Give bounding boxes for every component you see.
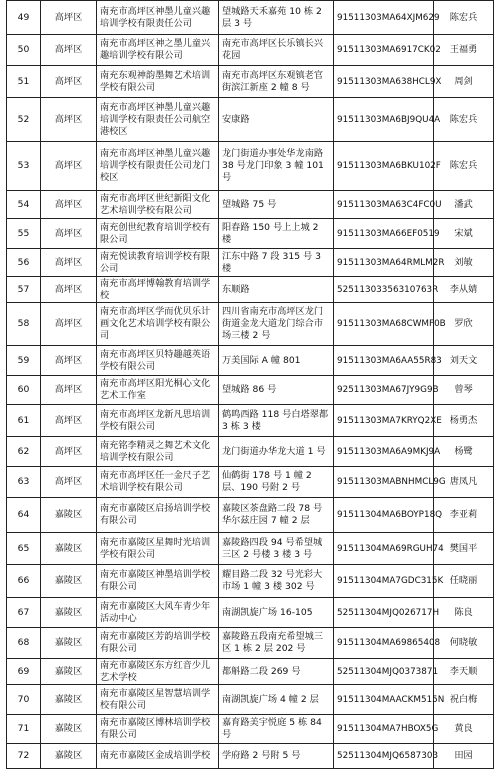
district-cell: 高坪区	[41, 277, 97, 303]
address-cell: 都斛路二段 269 号	[219, 659, 334, 685]
table-row	[7, 628, 494, 659]
legal-person-cell: 曾琴	[434, 376, 494, 405]
school-name-cell: 南充铭李精灵之舞艺术文化培训学校有限公司	[97, 437, 219, 467]
address-cell: 南充市高坪区长乐镇长兴花园	[219, 35, 334, 66]
table-row	[7, 715, 494, 744]
credit-code-cell: 91511304MAACKM515N	[334, 685, 434, 715]
school-registry-table	[6, 0, 494, 769]
school-name-cell: 南充市高坪博翰教育培训学校	[97, 277, 219, 303]
row-number-cell: 68	[7, 628, 41, 659]
address-cell: 万美国际 A 幢 801	[219, 346, 334, 376]
credit-code-cell: 91511303MA6BJ9QU4A	[334, 98, 434, 142]
table-row	[7, 467, 494, 498]
district-cell: 高坪区	[41, 1, 97, 35]
row-number-cell: 63	[7, 467, 41, 498]
table-body	[7, 1, 494, 769]
credit-code-cell: 91511304MA6BOYP18Q	[334, 498, 434, 533]
legal-person-cell: 刘天文	[434, 346, 494, 376]
district-cell: 嘉陵区	[41, 533, 97, 565]
district-cell: 高坪区	[41, 66, 97, 98]
district-cell: 嘉陵区	[41, 685, 97, 715]
address-cell: 嘉陵区茶盘路二段 78 号华尔兹庄园 7 幢 2 层	[219, 498, 334, 533]
credit-code-cell: 91511303MA63C4FC0U	[334, 191, 434, 219]
credit-code-cell: 91511303MA66EF0519	[334, 219, 434, 249]
table-row	[7, 498, 494, 533]
credit-code-cell: 52511304MJQ6587303	[334, 744, 434, 769]
district-cell: 高坪区	[41, 191, 97, 219]
legal-person-cell: 任晓丽	[434, 565, 494, 598]
school-name-cell: 南充东观神韵墨舞艺术培训学校有限公司	[97, 66, 219, 98]
address-cell: 望城路 86 号	[219, 376, 334, 405]
legal-person-cell: 唐凤凡	[434, 467, 494, 498]
address-cell: 四川省南充市高坪区龙门街道金龙大道龙门综合市场三楼 2 号	[219, 303, 334, 346]
row-number-cell: 70	[7, 685, 41, 715]
table-row	[7, 303, 494, 346]
legal-person-cell: 周剑	[434, 66, 494, 98]
legal-person-cell: 杨勇杰	[434, 405, 494, 437]
table-row	[7, 191, 494, 219]
table-row	[7, 277, 494, 303]
school-name-cell: 南充市高坪区神墨儿童兴趣培训学校有限责任公司航空港校区	[97, 98, 219, 142]
school-name-cell: 南充市高坪区神墨儿童兴趣培训学校有限责任公司龙门校区	[97, 142, 219, 191]
district-cell: 高坪区	[41, 467, 97, 498]
district-cell: 嘉陵区	[41, 598, 97, 628]
district-cell: 高坪区	[41, 35, 97, 66]
legal-person-cell: 陈宏兵	[434, 142, 494, 191]
legal-person-cell: 罗欣	[434, 303, 494, 346]
district-cell: 高坪区	[41, 98, 97, 142]
legal-person-cell: 黄良	[434, 715, 494, 744]
district-cell: 嘉陵区	[41, 565, 97, 598]
legal-person-cell: 何晓敏	[434, 628, 494, 659]
credit-code-cell: 91511303MA64RMLM2R	[334, 249, 434, 277]
row-number-cell: 55	[7, 219, 41, 249]
row-number-cell: 71	[7, 715, 41, 744]
row-number-cell: 53	[7, 142, 41, 191]
table-row	[7, 744, 494, 769]
legal-person-cell: 李亚莉	[434, 498, 494, 533]
credit-code-cell: 91511303MA638HCL9X	[334, 66, 434, 98]
credit-code-cell: 52511304MJQ026717H	[334, 598, 434, 628]
table-row	[7, 66, 494, 98]
address-cell: 南充市高坪区东观镇老官街滨江新座 2 幢 8 号	[219, 66, 334, 98]
address-cell: 望城路 75 号	[219, 191, 334, 219]
credit-code-cell: 52511304MJQ0373871	[334, 659, 434, 685]
row-number-cell: 57	[7, 277, 41, 303]
legal-person-cell: 陈宏兵	[434, 1, 494, 35]
credit-code-cell: 91511304MA69865408	[334, 628, 434, 659]
legal-person-cell: 祝白梅	[434, 685, 494, 715]
legal-person-cell: 樊国平	[434, 533, 494, 565]
address-cell: 南湖凯旋广场 16-105	[219, 598, 334, 628]
row-number-cell: 67	[7, 598, 41, 628]
legal-person-cell: 潘武	[434, 191, 494, 219]
address-cell: 鹤鸣西路 118 号白塔翠都 3 栋 3 楼	[219, 405, 334, 437]
school-name-cell: 南充市嘉陵区星舞时光培训学校有限公司	[97, 533, 219, 565]
district-cell: 高坪区	[41, 405, 97, 437]
school-name-cell: 南充市高坪区学而优贝乐计画文化艺术培训学校有限公司	[97, 303, 219, 346]
address-cell: 阳春路 150 号上上城 2 楼	[219, 219, 334, 249]
row-number-cell: 51	[7, 66, 41, 98]
legal-person-cell: 王福勇	[434, 35, 494, 66]
credit-code-cell: 91511304MA69RGUH74	[334, 533, 434, 565]
table-row	[7, 219, 494, 249]
school-name-cell: 南充市嘉陵区东方红音少儿艺术学校	[97, 659, 219, 685]
credit-code-cell: 91511303MA6BKU102F	[334, 142, 434, 191]
table-row	[7, 598, 494, 628]
credit-code-cell: 91511303MA6A9MKJ9A	[334, 437, 434, 467]
district-cell: 嘉陵区	[41, 628, 97, 659]
legal-person-cell: 李天顺	[434, 659, 494, 685]
school-name-cell: 南充市高坪区神之墨儿童兴趣培训学校有限公司	[97, 35, 219, 66]
row-number-cell: 52	[7, 98, 41, 142]
address-cell: 南湖凯旋广场 4 幢 2 层	[219, 685, 334, 715]
table-row	[7, 533, 494, 565]
school-name-cell: 南充市嘉陵区芳韵培训学校有限公司	[97, 628, 219, 659]
legal-person-cell: 刘敏	[434, 249, 494, 277]
address-cell: 嘉陵路四段 94 号希望城三区 2 号楼 3 楼 3 号	[219, 533, 334, 565]
table-row	[7, 565, 494, 598]
district-cell: 高坪区	[41, 303, 97, 346]
row-number-cell: 49	[7, 1, 41, 35]
table-row	[7, 437, 494, 467]
district-cell: 高坪区	[41, 437, 97, 467]
credit-code-cell: 91511303MA6917CK02	[334, 35, 434, 66]
address-cell: 嘉育路美宇悦庭 5 栋 84 号	[219, 715, 334, 744]
table-row	[7, 35, 494, 66]
table-row	[7, 685, 494, 715]
district-cell: 嘉陵区	[41, 744, 97, 769]
row-number-cell: 60	[7, 376, 41, 405]
address-cell: 嘉陵路五段南充希望城三区 1 栋 2 层 202 号	[219, 628, 334, 659]
table-row	[7, 346, 494, 376]
district-cell: 嘉陵区	[41, 715, 97, 744]
table-row	[7, 98, 494, 142]
credit-code-cell: 92511303MA67JY9G9B	[334, 376, 434, 405]
address-cell: 学府路 2 号附 5 号	[219, 744, 334, 769]
district-cell: 高坪区	[41, 142, 97, 191]
credit-code-cell: 91511303MA6AA55R83	[334, 346, 434, 376]
school-name-cell: 南充市嘉陵区星智慧培训学校有限公司	[97, 685, 219, 715]
school-name-cell: 南充市嘉陵区大风车青少年活动中心	[97, 598, 219, 628]
table-row	[7, 1, 494, 35]
table-row	[7, 405, 494, 437]
address-cell: 仙鹤街 178 号 1 幢 2 层、190 号附 2 号	[219, 467, 334, 498]
table-row	[7, 142, 494, 191]
school-name-cell: 南充市高坪区阳光桐心文化艺术工作室	[97, 376, 219, 405]
address-cell: 江东中路 7 段 315 号 3 楼	[219, 249, 334, 277]
school-name-cell: 南充市嘉陵区神墨培训学校有限公司	[97, 565, 219, 598]
row-number-cell: 62	[7, 437, 41, 467]
district-cell: 高坪区	[41, 219, 97, 249]
credit-code-cell: 91511304MA7HBOX5G	[334, 715, 434, 744]
district-cell: 嘉陵区	[41, 659, 97, 685]
school-name-cell: 南充市高坪区贝特趣越英语学校有限公司	[97, 346, 219, 376]
credit-code-cell: 91511304MA7GDC315K	[334, 565, 434, 598]
table-row	[7, 376, 494, 405]
credit-code-cell: 91511303MA64XJM629	[334, 1, 434, 35]
row-number-cell: 58	[7, 303, 41, 346]
district-cell: 高坪区	[41, 249, 97, 277]
row-number-cell: 50	[7, 35, 41, 66]
row-number-cell: 64	[7, 498, 41, 533]
legal-person-cell: 陈宏兵	[434, 98, 494, 142]
address-cell: 龙门街道办事处华龙南路 38 号龙门印象 3 幢 101 号	[219, 142, 334, 191]
school-name-cell: 南充创世纪教育培训学校有限公司	[97, 219, 219, 249]
legal-person-cell: 陈良	[434, 598, 494, 628]
school-name-cell: 南充市高坪区世纪新阳文化艺术培训学校有限公司	[97, 191, 219, 219]
school-name-cell: 南充市嘉陵区博林培训学校有限公司	[97, 715, 219, 744]
address-cell: 龙门街道办华龙大道 1 号	[219, 437, 334, 467]
row-number-cell: 56	[7, 249, 41, 277]
school-name-cell: 南充市嘉陵区启扬培训学校有限公司	[97, 498, 219, 533]
row-number-cell: 72	[7, 744, 41, 769]
school-name-cell: 南充市高坪区龙新凡思培训学校有限公司	[97, 405, 219, 437]
credit-code-cell: 91511303MA68CWMF0B	[334, 303, 434, 346]
legal-person-cell: 田园	[434, 744, 494, 769]
district-cell: 高坪区	[41, 346, 97, 376]
credit-code-cell: 91511303MA7KRYQ2XE	[334, 405, 434, 437]
address-cell: 耀目路二段 32 号光彩大市场 1 幢 3 楼 302 号	[219, 565, 334, 598]
credit-code-cell: 91511303MABNHMCL9G	[334, 467, 434, 498]
row-number-cell: 66	[7, 565, 41, 598]
school-name-cell: 南充市高坪区神墨儿童兴趣培训学校有限责任公司	[97, 1, 219, 35]
school-name-cell: 南充市嘉陵区金成培训学校	[97, 744, 219, 769]
school-name-cell: 南充悦读教育培训学校有限公司	[97, 249, 219, 277]
table-row	[7, 249, 494, 277]
district-cell: 高坪区	[41, 376, 97, 405]
address-cell: 望城路天禾嘉苑 10 栋 2 层 3 号	[219, 1, 334, 35]
credit-code-cell: 52511303356310763R	[334, 277, 434, 303]
legal-person-cell: 杨鹭	[434, 437, 494, 467]
district-cell: 嘉陵区	[41, 498, 97, 533]
address-cell: 东顺路	[219, 277, 334, 303]
row-number-cell: 61	[7, 405, 41, 437]
legal-person-cell: 宋斌	[434, 219, 494, 249]
row-number-cell: 65	[7, 533, 41, 565]
legal-person-cell: 李从婧	[434, 277, 494, 303]
school-name-cell: 南充市高坪区任一金尺子艺术培训学校有限公司	[97, 467, 219, 498]
row-number-cell: 59	[7, 346, 41, 376]
row-number-cell: 54	[7, 191, 41, 219]
table-row	[7, 659, 494, 685]
row-number-cell: 69	[7, 659, 41, 685]
address-cell: 安康路	[219, 98, 334, 142]
